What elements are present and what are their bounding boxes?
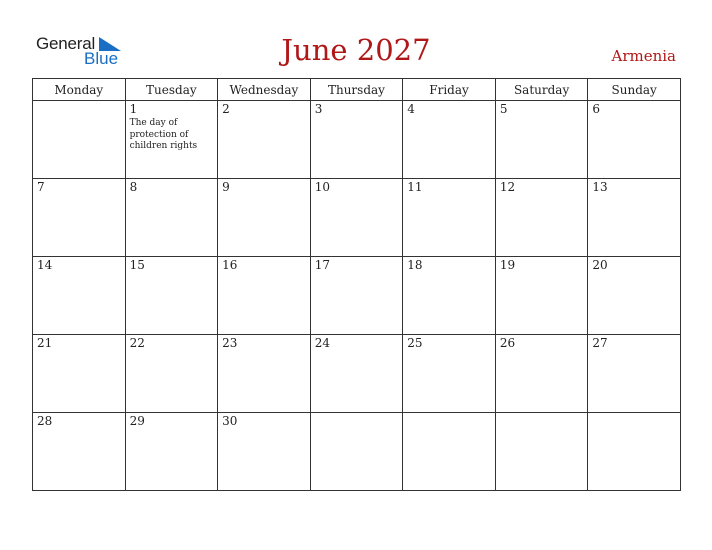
day-number: 14 bbox=[37, 258, 53, 272]
day-number: 22 bbox=[129, 336, 145, 350]
week-row bbox=[33, 179, 681, 257]
day-number: 27 bbox=[592, 336, 608, 350]
logo-word-general: General bbox=[36, 34, 96, 53]
day-cell bbox=[588, 413, 681, 491]
day-number: 4 bbox=[407, 102, 415, 116]
day-number: 5 bbox=[499, 102, 508, 116]
day-number: 3 bbox=[314, 102, 323, 116]
day-cell bbox=[495, 179, 588, 257]
day-number bbox=[588, 413, 680, 414]
day-cell bbox=[588, 101, 681, 179]
day-cell bbox=[403, 335, 496, 413]
calendar-weeks bbox=[33, 101, 681, 491]
day-number: 11 bbox=[407, 180, 423, 194]
weekday-header-row bbox=[33, 79, 681, 101]
weekday-header: Sunday bbox=[588, 79, 681, 101]
weekday-header: Monday bbox=[33, 79, 126, 101]
day-cell bbox=[403, 257, 496, 335]
day-cell bbox=[588, 179, 681, 257]
day-number: 16 bbox=[222, 258, 238, 272]
day-number: 19 bbox=[499, 258, 516, 272]
day-cell bbox=[495, 413, 588, 491]
day-cell bbox=[403, 101, 496, 179]
day-number: 6 bbox=[592, 102, 601, 116]
day-number: 24 bbox=[314, 336, 330, 350]
day-cell bbox=[125, 257, 218, 335]
week-row bbox=[33, 257, 681, 335]
week-row bbox=[33, 413, 681, 491]
day-number bbox=[403, 413, 495, 414]
day-number: 20 bbox=[592, 258, 608, 272]
day-number: 18 bbox=[407, 258, 423, 272]
day-cell bbox=[403, 179, 496, 257]
day-number: 7 bbox=[37, 180, 45, 194]
day-number bbox=[33, 101, 125, 102]
day-cell bbox=[588, 335, 681, 413]
day-cell bbox=[218, 257, 311, 335]
day-number: 10 bbox=[314, 180, 330, 194]
day-cell bbox=[125, 335, 218, 413]
day-cell bbox=[33, 179, 126, 257]
day-number: 1 bbox=[129, 102, 138, 116]
weekday-header: Saturday bbox=[495, 79, 588, 101]
day-cell bbox=[33, 335, 126, 413]
day-cell bbox=[588, 257, 681, 335]
day-cell bbox=[218, 179, 311, 257]
day-cell bbox=[310, 101, 403, 179]
week-row bbox=[33, 335, 681, 413]
day-cell bbox=[495, 101, 588, 179]
weekday-header: Wednesday bbox=[218, 79, 311, 101]
country-label: Armenia bbox=[611, 47, 676, 65]
day-cell bbox=[218, 335, 311, 413]
day-number: 29 bbox=[129, 414, 145, 428]
day-number bbox=[496, 413, 588, 414]
day-cell bbox=[218, 101, 311, 179]
day-number: 2 bbox=[222, 102, 230, 116]
calendar-title: June 2027 bbox=[281, 33, 431, 67]
day-number: 30 bbox=[222, 414, 238, 428]
day-number: 28 bbox=[37, 414, 53, 428]
day-number: 21 bbox=[37, 336, 53, 350]
day-cell bbox=[310, 257, 403, 335]
week-row bbox=[33, 101, 681, 179]
day-cell bbox=[125, 413, 218, 491]
day-number: 23 bbox=[222, 336, 238, 350]
weekday-header: Friday bbox=[403, 79, 496, 101]
day-cell bbox=[310, 179, 403, 257]
day-number: 12 bbox=[499, 180, 516, 194]
day-cell bbox=[33, 101, 126, 179]
logo-word-blue: Blue bbox=[84, 49, 119, 68]
day-number: 13 bbox=[592, 180, 608, 194]
day-cell bbox=[125, 101, 218, 179]
day-cell bbox=[218, 413, 311, 491]
day-cell bbox=[33, 257, 126, 335]
day-number: 9 bbox=[222, 180, 230, 194]
day-number: 15 bbox=[129, 258, 145, 272]
month-calendar bbox=[32, 78, 681, 491]
day-cell bbox=[403, 413, 496, 491]
day-number bbox=[311, 413, 403, 414]
day-cell bbox=[495, 335, 588, 413]
weekday-header: Thursday bbox=[310, 79, 403, 101]
day-cell bbox=[125, 179, 218, 257]
day-cell bbox=[310, 413, 403, 491]
day-number: 17 bbox=[314, 258, 330, 272]
weekday-header: Tuesday bbox=[125, 79, 218, 101]
day-number: 8 bbox=[129, 180, 138, 194]
day-cell bbox=[33, 413, 126, 491]
day-cell bbox=[310, 335, 403, 413]
holiday-note: The day of protection of children rights bbox=[129, 118, 198, 151]
day-number: 26 bbox=[499, 336, 516, 350]
day-number: 25 bbox=[407, 336, 423, 350]
day-cell bbox=[495, 257, 588, 335]
